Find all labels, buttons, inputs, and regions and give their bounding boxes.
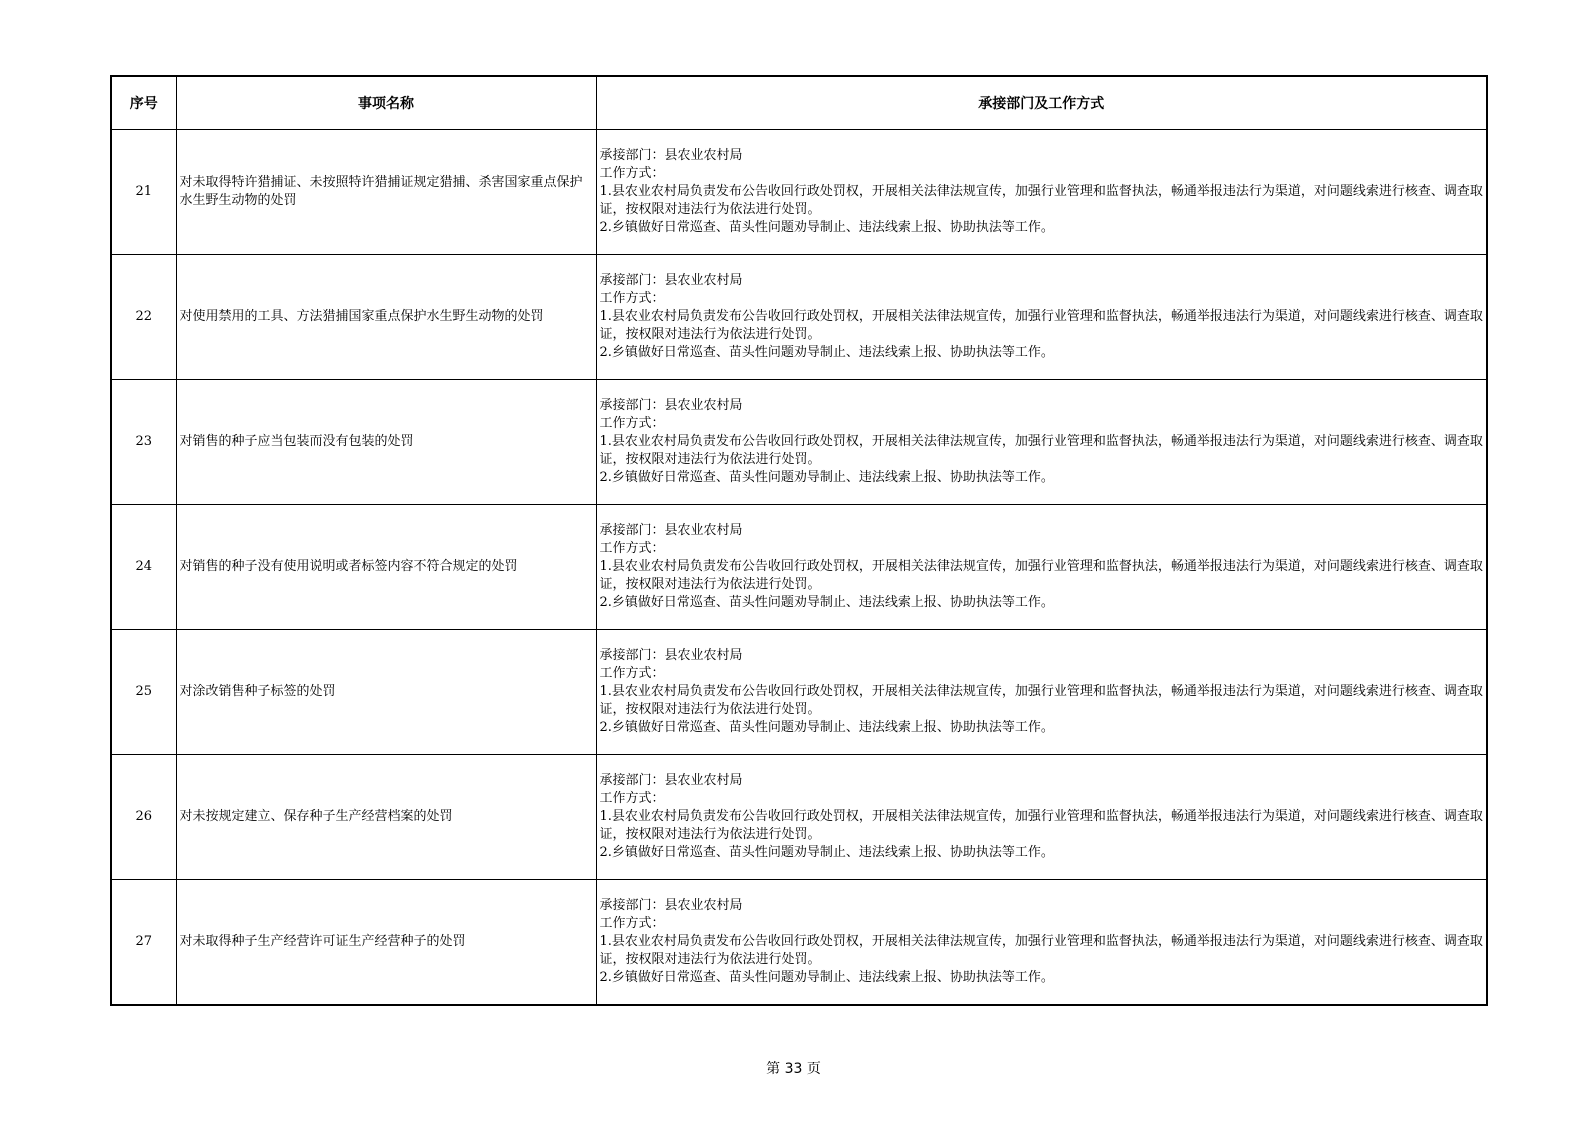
row-seq: 27: [111, 880, 176, 1006]
row-item1: 1.县农业农村局负责发布公告收回行政处罚权，开展相关法律法规宣传，加强行业管理和监督执法，畅通举报违法行为渠道，对问题线索进行核查、调查取证，按权限对违法行为依法进行处罚。: [599, 684, 1483, 717]
row-method-label: 工作方式：: [599, 791, 665, 806]
row-item2: 2.乡镇做好日常巡查、苗头性问题劝导制止、违法线索上报、协助执法等工作。: [599, 845, 1054, 860]
table-header-row: [111, 76, 1487, 130]
table-row: [111, 380, 1487, 505]
row-dept: 承接部门：县农业农村局: [599, 648, 743, 663]
row-method-label: 工作方式：: [599, 416, 665, 431]
row-seq: 23: [111, 380, 176, 505]
row-seq: 22: [111, 255, 176, 380]
page-number: 第 33 页: [766, 1061, 821, 1077]
table-row: [111, 130, 1487, 255]
table-row: [111, 630, 1487, 755]
row-dept: 承接部门：县农业农村局: [599, 523, 743, 538]
row-seq: 26: [111, 755, 176, 880]
row-seq: 21: [111, 130, 176, 255]
row-method: [596, 880, 1487, 1006]
row-name: 对使用禁用的工具、方法猎捕国家重点保护水生野生动物的处罚: [176, 255, 596, 380]
row-dept: 承接部门：县农业农村局: [599, 773, 743, 788]
row-seq: 25: [111, 630, 176, 755]
row-item2: 2.乡镇做好日常巡查、苗头性问题劝导制止、违法线索上报、协助执法等工作。: [599, 470, 1054, 485]
row-method: [596, 130, 1487, 255]
row-method-label: 工作方式：: [599, 916, 665, 931]
row-name: 对涂改销售种子标签的处罚: [176, 630, 596, 755]
matters-table: [110, 75, 1488, 1006]
row-dept: 承接部门：县农业农村局: [599, 398, 743, 413]
table-row: [111, 255, 1487, 380]
row-method: [596, 255, 1487, 380]
row-method: [596, 630, 1487, 755]
row-item2: 2.乡镇做好日常巡查、苗头性问题劝导制止、违法线索上报、协助执法等工作。: [599, 595, 1054, 610]
table-row: [111, 755, 1487, 880]
table-row: [111, 880, 1487, 1006]
row-item1: 1.县农业农村局负责发布公告收回行政处罚权，开展相关法律法规宣传，加强行业管理和监督执法，畅通举报违法行为渠道，对问题线索进行核查、调查取证，按权限对违法行为依法进行处罚。: [599, 184, 1483, 217]
row-item1: 1.县农业农村局负责发布公告收回行政处罚权，开展相关法律法规宣传，加强行业管理和监督执法，畅通举报违法行为渠道，对问题线索进行核查、调查取证，按权限对违法行为依法进行处罚。: [599, 559, 1483, 592]
row-seq: 24: [111, 505, 176, 630]
header-method: 承接部门及工作方式: [596, 76, 1487, 130]
row-dept: 承接部门：县农业农村局: [599, 273, 743, 288]
row-name: 对销售的种子没有使用说明或者标签内容不符合规定的处罚: [176, 505, 596, 630]
row-dept: 承接部门：县农业农村局: [599, 898, 743, 913]
row-method: [596, 755, 1487, 880]
row-item2: 2.乡镇做好日常巡查、苗头性问题劝导制止、违法线索上报、协助执法等工作。: [599, 220, 1054, 235]
row-method-label: 工作方式：: [599, 666, 665, 681]
row-item2: 2.乡镇做好日常巡查、苗头性问题劝导制止、违法线索上报、协助执法等工作。: [599, 720, 1054, 735]
row-method: [596, 505, 1487, 630]
row-item1: 1.县农业农村局负责发布公告收回行政处罚权，开展相关法律法规宣传，加强行业管理和监督执法，畅通举报违法行为渠道，对问题线索进行核查、调查取证，按权限对违法行为依法进行处罚。: [599, 934, 1483, 967]
row-item2: 2.乡镇做好日常巡查、苗头性问题劝导制止、违法线索上报、协助执法等工作。: [599, 345, 1054, 360]
row-method: [596, 380, 1487, 505]
row-item1: 1.县农业农村局负责发布公告收回行政处罚权，开展相关法律法规宣传，加强行业管理和监督执法，畅通举报违法行为渠道，对问题线索进行核查、调查取证，按权限对违法行为依法进行处罚。: [599, 434, 1483, 467]
row-method-label: 工作方式：: [599, 166, 665, 181]
row-item2: 2.乡镇做好日常巡查、苗头性问题劝导制止、违法线索上报、协助执法等工作。: [599, 970, 1054, 985]
row-method-label: 工作方式：: [599, 291, 665, 306]
row-name: 对未取得种子生产经营许可证生产经营种子的处罚: [176, 880, 596, 1006]
table-row: [111, 505, 1487, 630]
header-name: 事项名称: [176, 76, 596, 130]
row-name: 对未取得特许猎捕证、未按照特许猎捕证规定猎捕、杀害国家重点保护水生野生动物的处罚: [176, 130, 596, 255]
row-name: 对销售的种子应当包装而没有包装的处罚: [176, 380, 596, 505]
row-item1: 1.县农业农村局负责发布公告收回行政处罚权，开展相关法律法规宣传，加强行业管理和监督执法，畅通举报违法行为渠道，对问题线索进行核查、调查取证，按权限对违法行为依法进行处罚。: [599, 309, 1483, 342]
row-item1: 1.县农业农村局负责发布公告收回行政处罚权，开展相关法律法规宣传，加强行业管理和监督执法，畅通举报违法行为渠道，对问题线索进行核查、调查取证，按权限对违法行为依法进行处罚。: [599, 809, 1483, 842]
row-dept: 承接部门：县农业农村局: [599, 148, 743, 163]
header-seq: 序号: [111, 76, 176, 130]
row-name: 对未按规定建立、保存种子生产经营档案的处罚: [176, 755, 596, 880]
row-method-label: 工作方式：: [599, 541, 665, 556]
